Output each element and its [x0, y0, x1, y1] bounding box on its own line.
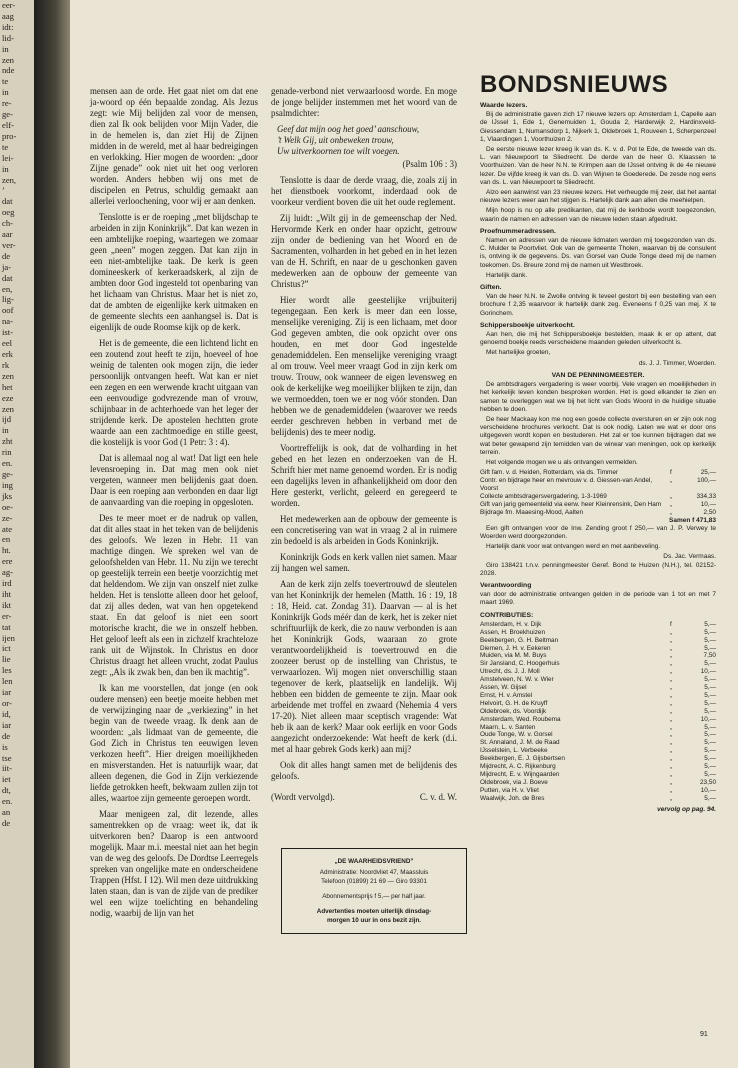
adjacent-text-fragment: dt, — [2, 785, 11, 796]
ledger-amount: 5,— — [704, 676, 716, 684]
treasurer-ledger — [480, 469, 716, 516]
ledger-row — [480, 700, 716, 708]
currency-sign: f — [670, 469, 672, 477]
ledger-label: Beekbergen, G. H. Beltman — [480, 636, 559, 644]
adjacent-text-fragment: ge- — [2, 109, 13, 120]
ledger-row — [480, 771, 716, 779]
adjacent-text-fragment: ikt — [2, 599, 12, 610]
article-column-1 — [90, 86, 258, 924]
adjacent-text-fragment: oe- — [2, 501, 13, 512]
verse-reference: (Psalm 106 : 3) — [402, 159, 457, 169]
adjacent-text-fragment: ver- — [2, 239, 16, 250]
total-amount: f 471,83 — [692, 516, 716, 524]
signature: Ds. Jac. Vermaas. — [663, 553, 716, 561]
ledger-label: Gift van jarig gemeentelid via eerw. heer Kleinrensink, Den Ham — [480, 500, 662, 508]
paragraph: Van de heer N.N. te Zwolle ontving ik teveel gestort bij een bestelling van een brochure f 2,35 waarvoor ik hartelijk dank zeg. Eveneens f 0,25 van mej. X te Gorinchem. — [480, 293, 716, 317]
adjacent-text-fragment: re- — [2, 98, 12, 109]
administration-address: Administratie: Noordvliet 47, Maassluis — [319, 869, 429, 876]
ledger-row — [480, 676, 716, 684]
currency-sign: „ — [670, 644, 673, 652]
adjacent-text-fragment: elf- — [2, 119, 14, 130]
paragraph: Tenslotte is er de roeping „met blijdschap te arbeiden in zijn Koninkrijk”. Dat kan wezen in een ambtelijke roeping, waartegen we zomaar geen „neen” mogen zeggen. Dat kan zijn in een niet-ambtelijke taak. De kerk is geen domineeskerk of kerkeraadskerk, al zijn de ambten door God ingesteld tot openbaring van het lichaam van Christus. Maar het is niet zo, dat de ambten de eigenlijke kerk uitmaken en de gemeente slechts een aanhangsel is. Dat is eigenlijk de oude Roomse kijk op de kerk. — [90, 212, 258, 332]
ledger-amount: 25,— — [700, 469, 716, 477]
ledger-amount: 5,— — [704, 731, 716, 739]
verse-line: Geef dat mijn oog het goed’ aanschouw, — [277, 124, 420, 134]
ledger-amount: 5,— — [704, 755, 716, 763]
currency-sign: „ — [670, 691, 673, 699]
total-row — [480, 517, 716, 525]
advertising-deadline-2: morgen 10 uur in ons bezit zijn. — [326, 917, 422, 924]
ledger-label: Ernst, H. v. Amstel — [480, 691, 533, 699]
paragraph: Mijn hoop is nu op alle predikanten, dat mij de kerkbode wordt toegezonden, waarin de namen en adressen van de nieuwe leden staan afgedrukt. — [480, 207, 716, 223]
paragraph: van door de administratie ontvangen gelden in de periode van 1 tot en met 7 maart 1969. — [480, 591, 716, 607]
currency-sign: „ — [670, 731, 673, 739]
ledger-row — [480, 652, 716, 660]
currency-sign: „ — [670, 707, 673, 715]
paragraph: Met hartelijke groeten, — [486, 349, 551, 357]
ledger-row — [480, 716, 716, 724]
ledger-amount: 23,50 — [700, 778, 716, 786]
adjacent-text-fragment: eer- — [2, 0, 16, 10]
subheading: Proefnummeradressen. — [480, 227, 556, 235]
adjacent-text-fragment: ch- — [2, 218, 13, 229]
adjacent-text-fragment: in — [2, 163, 9, 174]
paragraph: Ook dit alles hangt samen met de belijdenis des geloofs. — [271, 760, 457, 781]
ledger-amount: 5,— — [704, 707, 716, 715]
ledger-amount: 10,— — [700, 500, 716, 508]
adjacent-text-fragment: tat — [2, 621, 11, 632]
currency-sign: „ — [670, 786, 673, 794]
advertising-deadline: Advertenties moeten uiterlijk dinsdag- — [316, 908, 432, 915]
adjacent-text-fragment: lig- — [2, 294, 14, 305]
subheading: Giften. — [480, 284, 502, 292]
page-number: 91 — [700, 1031, 708, 1038]
adjacent-text-fragment: aag — [2, 10, 14, 21]
ledger-amount: 7,50 — [703, 652, 716, 660]
paragraph: Namen en adressen van de nieuwe lidmaten werden mij toegezonden van ds. C. Mulder te Poortvliet. Ook van de gemeente Tholen, waarvan bij de consulent is, ontving ik de gegevens. Ds. van Gorsel van Oude Tonge deed mij de namen toekomen. Ds. Breure zond mij de namen uit Westbroek. — [480, 237, 716, 269]
ledger-row — [480, 509, 716, 517]
ledger-row — [480, 739, 716, 747]
paragraph: De eerste nieuwe lezer kreeg ik van ds. K. v. d. Pol te Ede, de tweede van ds. L. van Nieuwpoort te Sliedrecht. De derde van de heer G. Klaassen te Voorthuizen. Van de heer N.N. te Krimpen aan de IJssel ontving ik de 4e nieuwe lezer. De vijfde kreeg ik van ds. D. van Wijnen te Goederede. De zesde nog eens van ds. L. van Nieuwpoort te Sliedrecht. — [480, 146, 716, 186]
paragraph: De heer Mackaay kon me nog een goede collecte oversturen en er zijn ook nog verscheidene brochures verkocht. Dat is ook nodig. Laten we wat er door ons uitgegeven wordt kopen en bestuderen. Het zal er toe kunnen bijdragen dat we wat beter gewapend zijn temidden van de wirwar van meningen, ook op kerkelijk terrein. — [480, 415, 716, 456]
ledger-amount: 5,— — [704, 739, 716, 747]
ledger-label: Amsterdam, Wed. Roubema — [480, 715, 561, 723]
adjacent-text-fragment: oof — [2, 305, 14, 316]
ledger-label: Waalwijk, Joh. de Bres — [480, 794, 545, 802]
ledger-amount: 5,— — [704, 628, 716, 636]
adjacent-text-fragment: eel — [2, 338, 13, 349]
ledger-amount: 5,— — [704, 723, 716, 731]
ledger-label: Collecte ambtsdragersvergadering, 1-3-1969 — [480, 492, 607, 500]
adjacent-text-fragment: ict — [2, 643, 11, 654]
adjacent-text-fragment: ird — [2, 578, 12, 589]
paragraph: Aan hen, die mij het Schippersboekje bestelden, maak ik er op attent, dat genoemd boekje reeds verscheidene maanden geleden uitverkocht is. — [480, 331, 716, 347]
bondsnieuws-column — [480, 72, 716, 814]
paragraph: Het volgende mogen we u als ontvangen vermelden. — [486, 458, 638, 466]
adjacent-text-fragment: ja- — [2, 261, 12, 272]
currency-sign: „ — [670, 739, 673, 747]
adjacent-text-fragment: lie — [2, 654, 11, 665]
paragraph: Bij de administratie gaven zich 17 nieuwe lezers op: Amsterdam 1, Capelle aan de IJssel 1, Ede 1, Genemuiden 1, Gouda 2, Harderwijk 2, Hardinxveld-Giessendam 1, Numansdorp 1, Nijkerk 1, Oldebroek 1, Rouveen 1, Scherpenzeel 1, Vlaardingen 1, Voorthuizen 2. — [480, 111, 716, 143]
subheading: Schippersboekje uitverkocht. — [480, 321, 575, 329]
publication-info-box — [281, 848, 467, 934]
paragraph: Aan de kerk zijn zelfs toevertrouwd de sleutelen van het Koninkrijk der hemelen (Matth. 16 : 19, 18 : 18, Heid. cat. Zondag 31). Daarvan — al is het Koninkrijk Gods méér dan de kerk, het is zeker niet schriftuurlijk de kerk, die zo nauw verbonden is aan het Koninkrijk Gods, waaraan zo grote verantwoordelijkheid is toevertrouwd en die zoozeer berust op de instelling van Christus, te verwaarlozen. Wij mogen niet onverschillig staan tegenover de kerk, plaatselijk en landelijk. Wij hebben een bidden de gemeente te zijn. Maar ook arbeidende met troffel en zwaard (Nehemia 4 vers 17-20). Niet alleen maar sceptisch vragende: Wat heb ik aan de kerk? Maar ook eerlijk en voor Gods aangezicht onderzoekende: Wat heeft de kerk (d.i. met al haar gebrek Gods kerk) aan mij? — [271, 579, 457, 754]
ledger-row — [480, 779, 716, 787]
ledger-label: Amstelveen, N. W. v. Wier — [480, 676, 554, 684]
ledger-row — [480, 731, 716, 739]
adjacent-text-fragment: zen — [2, 370, 14, 381]
currency-sign: „ — [670, 755, 673, 763]
ledger-amount: 5,— — [704, 636, 716, 644]
paragraph: Hartelijk dank. — [486, 271, 528, 279]
ledger-amount: 5,— — [704, 691, 716, 699]
currency-sign: „ — [670, 636, 673, 644]
currency-sign: „ — [670, 500, 673, 508]
adjacent-text-fragment: na- — [2, 316, 13, 327]
adjacent-text-fragment: id, — [2, 708, 11, 719]
adjacent-text-fragment: en. — [2, 796, 13, 807]
adjacent-text-fragment: de — [2, 817, 11, 828]
currency-sign: „ — [670, 477, 673, 485]
ledger-label: Gift fam. v. d. Heiden, Rotterdam, via ds. Timmer — [480, 469, 619, 477]
paragraph: Maar menigeen zal, dit lezende, alles samentrekken op de vraag: weet ik, dat ik uitverkoren ben? Daarop is een antwoord mogelijk. Maar m.i. meestal niet aan het begin van de weg des geloofs. De Dordtse Leerregels spreken van ongelijke mate en onderscheidene Trappen (Hfst. I 12). Wil men deze uitdrukking laten staan, dan is van de zijde van de prediker wel een wijze toelichting en behandeling nodig, waarbij de lijn van het — [90, 809, 258, 918]
adjacent-text-fragment: dat — [2, 272, 13, 283]
paragraph: De ambtsdragers vergadering is weer voorbij. Vele vragen en moeilijkheden in het kerkelijk leven konden besproken worden. Het is goed elkander te zien en samen te overleggen wat we bij het licht van Gods Woord in de huidige situatie hebben te doen. — [480, 381, 716, 413]
ledger-row — [480, 763, 716, 771]
adjacent-text-fragment: zht — [2, 436, 13, 447]
adjacent-text-fragment: iar — [2, 687, 12, 698]
ledger-amount: 5,— — [704, 747, 716, 755]
paragraph: Het is de gemeente, die een lichtend licht en een zoutend zout heeft te zijn, hoeveel of hoe weinig de talenten ook mogen zijn, die ieder persoonlijk ontvangen heeft. Wat kan er niet een zegen en een werwende kracht uitgaan van een eenvoudige godvrezende man of vrouw, schijnbaar in de achterhoede van het leger der strijdende kerk. De apostelen hechtten grote waarde aan een zachtmoedige en stille geest, die kostelijk is voor God (1 Petr: 3 : 4). — [90, 338, 258, 447]
currency-sign: „ — [670, 628, 673, 636]
book-gutter — [34, 0, 70, 1068]
signature: ds. J. J. Timmer, Woerden. — [638, 359, 716, 367]
ledger-label: Mijdrecht, E. v. Wijngaarden — [480, 771, 560, 779]
telephone-giro: Telefoon (01899) 21 69 — Giro 93301 — [321, 878, 427, 885]
paragraph: Zij luidt: „Wilt gij in de gemeenschap der Ned. Hervormde Kerk en onder haar opzicht, getrouw zijn onder de bediening van het Woord en de Sacramenten, volharden in het gebed en in het lezen van de H. Schrift, en naar de u geschonken gaven medewerken aan de opbouw der gemeente van Christus?” — [271, 213, 457, 289]
adjacent-text-fragment: erk — [2, 349, 13, 359]
ledger-label: Amsterdam, H. v. Dijk — [480, 620, 542, 628]
adjacent-text-fragment: zen — [2, 403, 14, 414]
adjacent-text-fragment: len — [2, 676, 13, 687]
subheading: CONTRIBUTIES: — [480, 611, 534, 619]
adjacent-text-fragment: en, — [2, 283, 13, 294]
paragraph: Alzo een aanwinst van 23 nieuwe lezers. Het verheugde mij zeer, dat het aantal nieuwe lezers weer aan het stijgen is. Hartelijk dank aan allen die meehielpen. — [480, 189, 716, 205]
ledger-amount: 2,50 — [703, 508, 716, 516]
continued-note: (Wordt vervolgd). — [271, 792, 335, 802]
adjacent-text-fragment: en — [2, 534, 11, 545]
adjacent-text-fragment: is — [2, 741, 8, 752]
currency-sign: f — [670, 620, 672, 628]
adjacent-text-fragment: lei- — [2, 152, 14, 163]
author-initials: C. v. d. W. — [419, 792, 457, 802]
ledger-row — [480, 755, 716, 763]
adjacent-text-fragment: or- — [2, 698, 12, 708]
adjacent-text-fragment: iht — [2, 588, 12, 599]
ledger-label: Putten, via H. v. Vliet — [480, 786, 539, 794]
contributions-ledger — [480, 621, 716, 803]
ledger-label: Sir Jansland, C. Hoogerhuis — [480, 660, 560, 668]
currency-sign: „ — [670, 747, 673, 755]
ledger-amount: 5,— — [704, 684, 716, 692]
adjacent-text-fragment: de — [2, 730, 11, 741]
paragraph: genade-verbond niet verwaarloosd worde. En moge de jonge belijder instemmen met het woord van de psalmdichter: — [271, 86, 457, 118]
paragraph: mensen aan de orde. Het gaat niet om dat ene ja-woord op één bepaalde zondag. Als Jezus zegt: wie Mij belijden zal voor de mensen, dien zal Ik ook belijden voor Mijn Vader, die in de hemelen is, dan ziet Hij de Zijnen midden in de wereld, met al haar bedreigingen en verlokking. Hier mogen de woorden: „door Zijne genade” ook niet uit het oog verloren worden. Anders hebben wij ons met de discipelen en Petrus, schuldig gemaakt aan allerlei verloochening, voor wij er aan denken. — [90, 86, 258, 206]
ledger-label: Mijdrecht, A. C. Rijkenburg — [480, 763, 556, 771]
ledger-row — [480, 477, 716, 493]
subscription-price: Abonnementsprijs f 5,— per half jaar. — [322, 893, 426, 900]
ledger-label: Contr. en bijdrage heer en mevrouw v. d. Giessen-van Andel, Voorst — [480, 477, 653, 492]
ledger-label: Maarn, L. v. Santen — [480, 723, 536, 731]
currency-sign: „ — [670, 668, 673, 676]
ledger-amount: 5,— — [704, 644, 716, 652]
adjacent-text-fragment: het — [2, 381, 13, 392]
currency-sign: „ — [670, 676, 673, 684]
adjacent-text-fragment: jks — [2, 490, 13, 501]
currency-sign: „ — [670, 778, 673, 786]
adjacent-text-fragment: oeg — [2, 207, 15, 218]
adjacent-text-fragment: nde — [2, 65, 15, 76]
ledger-row — [480, 692, 716, 700]
ledger-label: Assen, W. Gijsel — [480, 684, 527, 692]
currency-sign: „ — [670, 684, 673, 692]
ledger-row — [480, 469, 716, 477]
adjacent-text-fragment: te — [2, 76, 9, 87]
ledger-amount: 334,33 — [696, 492, 716, 500]
adjacent-text-fragment: er- — [2, 610, 12, 621]
adjacent-text-fragment: iar — [2, 719, 12, 730]
ledger-label: Helvoirt, G. H. de Kruyff — [480, 699, 548, 707]
ledger-label: Oldebroek, via J. Boeve — [480, 778, 548, 786]
adjacent-text-fragment: ht. — [2, 545, 11, 556]
ledger-amount: 5,— — [704, 699, 716, 707]
adjacent-text-fragment: ze- — [2, 512, 13, 523]
ledger-label: Diemen, J. H. v. Eekeren — [480, 644, 551, 652]
ledger-row — [480, 493, 716, 501]
adjacent-text-fragment: ag- — [2, 567, 13, 578]
paragraph: Dat is allemaal nog al wat! Dat ligt een hele levensroeping in. Dat mag men ook niet vergeten, wanneer men belijdenis gaat doen. Daar is een roeping aan verbonden en daar ligt de aanvaarding van die roeping in opgesloten. — [90, 453, 258, 507]
ledger-row — [480, 637, 716, 645]
publication-title: „DE WAARHEIDSVRIEND” — [334, 858, 414, 865]
ledger-row — [480, 684, 716, 692]
paragraph: Tenslotte is daar de derde vraag, die, zoals zij in het dienstboek voorkomt, inderdaad ook de voorkeur verdient boven die uit het oude reglement. — [271, 175, 457, 207]
adjacent-text-fragment: les — [2, 665, 12, 676]
adjacent-text-fragment: ge- — [2, 468, 13, 479]
subheading: VAN DE PENNINGMEESTER. — [551, 371, 645, 379]
adjacent-text-fragment: in — [2, 43, 9, 54]
adjacent-text-fragment: iit- — [2, 763, 13, 774]
adjacent-page-strip — [0, 0, 34, 1068]
paragraph: Het medewerken aan de opbouw der gemeente is een concretisering van wat in vraag 2 al in ruimere zin bedoeld is als arbeiden in Gods Koninkrijk. — [271, 514, 457, 546]
continued-on-page: vervolg op pag. 94. — [657, 805, 716, 813]
ledger-label: Muiden, via M. M. Buys — [480, 652, 547, 660]
ledger-amount: 10,— — [700, 715, 716, 723]
ledger-row — [480, 795, 716, 803]
ledger-row — [480, 501, 716, 509]
subheading: Waarde lezers. — [480, 102, 528, 109]
adjacent-text-fragment: ist- — [2, 327, 13, 338]
ledger-amount: 5,— — [704, 771, 716, 779]
ledger-row — [480, 660, 716, 668]
ledger-row — [480, 629, 716, 637]
adjacent-text-fragment: zen — [2, 54, 14, 65]
ledger-amount: 5,— — [704, 660, 716, 668]
ledger-label: Assen, H. Broekhuizen — [480, 628, 546, 636]
verse-line: ’t Welk Gij, uit onbeweken trouw, — [277, 135, 394, 145]
ledger-row — [480, 724, 716, 732]
adjacent-text-fragment: dat — [2, 196, 13, 207]
ledger-amount: 10,— — [700, 786, 716, 794]
ledger-label: Utrecht, ds. J. J. Moll — [480, 668, 540, 676]
currency-sign: „ — [670, 652, 673, 660]
ledger-amount: 10,— — [700, 668, 716, 676]
total-label: Samen — [669, 516, 691, 524]
adjacent-text-fragment: rin — [2, 447, 12, 458]
paragraph: Des te meer moet er de nadruk op vallen, dat dit alles staat in het teken van de belijdenis des geloofs. We lezen in Hebr. 11 van machtige dingen. We spreken wel van de geloofshelden van Hebr. 11. Nu zijn we terecht op geestelijk terrein een beetje voorzichtig met dat heldendom. We zijn van onszelf niet zulke helden. Het is tenslotte alleen door het geloof, dat zij alles deden, wat van hen opgetekend staat. En dat geloof is niet een soort motorische kracht, die we in onszelf hebben. Het geloof leeft als een in zichzelf krachteloze rank uit de Wijnstok. In Christus en door Christus draagt het alleen vrucht, zodat Paulus zegt: „Als ik zwak ben, dan ben ik machtig”. — [90, 513, 258, 677]
giro-info: Giro 138421 t.n.v. penningmeester Geref. Bond te Huizen (N.H.), tel. 02152-2028. — [480, 561, 716, 577]
adjacent-text-fragment: iet — [2, 774, 11, 785]
adjacent-text-fragment: ijen — [2, 632, 15, 643]
adjacent-text-fragment: in — [2, 87, 9, 98]
paragraph: Hartelijk dank voor wat ontvangen werd en met aanbeveling. — [486, 543, 661, 551]
adjacent-text-fragment: en. — [2, 458, 13, 469]
ledger-label: Oude Tonge, W. v. Gorsel — [480, 731, 553, 739]
adjacent-text-fragment: tse — [2, 752, 12, 763]
article-signoff — [271, 792, 457, 803]
currency-sign: „ — [670, 660, 673, 668]
ledger-row — [480, 668, 716, 676]
paragraph: Hier wordt alle geestelijke vrijbuiterij tegengegaan. Een kerk is meer dan een losse, menselijke vereniging. Zij is een lichaam, met door God gegeven ambten, die ook opzicht over ons houden, en met door God ingestelde genademiddelen. Een menselijke vereniging vraagt al om trouw. Veel meer vraagt God in zijn kerk om trouw. Trouw, ook wanneer de eigen levensweg en ook de kerkelijke weg moeilijker blijken te zijn, dan we vermoedden, toen we er nog vóór stonden. Dan hebben we de genademiddelen (waarover we reeds eerder geschreven hebben in verband met de belijdenis) des te meer nodig. — [271, 295, 457, 437]
adjacent-text-fragment: ijd — [2, 414, 12, 425]
article-column-2 — [271, 86, 457, 803]
ledger-amount: 5,— — [704, 620, 716, 628]
ledger-row — [480, 708, 716, 716]
adjacent-text-fragment: in — [2, 425, 9, 436]
ledger-label: Bijdrage fm. Maaesing-Mood, Aalten — [480, 508, 584, 516]
currency-sign: „ — [670, 723, 673, 731]
adjacent-text-fragment: idt: — [2, 21, 14, 32]
adjacent-text-fragment: ’ — [2, 185, 5, 196]
adjacent-text-fragment: ere — [2, 556, 13, 567]
adjacent-text-fragment: ate — [2, 523, 13, 534]
currency-sign: „ — [670, 508, 673, 516]
verse-line: Uw uitverkoornen toe wilt voegen. — [277, 146, 400, 156]
ledger-amount: 5,— — [704, 794, 716, 802]
currency-sign: „ — [670, 763, 673, 771]
ledger-amount: 100,— — [697, 477, 716, 485]
psalm-verse — [277, 124, 457, 157]
adjacent-text-fragment: eze — [2, 392, 14, 403]
ledger-row — [480, 787, 716, 795]
ledger-label: St. Annaland, J. M. de Raad — [480, 739, 560, 747]
ledger-row — [480, 645, 716, 653]
adjacent-text-fragment: zen, — [2, 174, 17, 185]
adjacent-text-fragment: ing — [2, 479, 13, 490]
adjacent-text-fragment: rk — [2, 359, 10, 370]
adjacent-text-fragment: aar — [2, 229, 13, 240]
ledger-label: Beekbergen, E. J. Gijsbertsen — [480, 755, 565, 763]
ledger-label: IJsselstein, L. Verbeeke — [480, 747, 548, 755]
adjacent-text-fragment: pro- — [2, 130, 17, 141]
paragraph: Koninkrijk Gods en kerk vallen niet samen. Maar zij hangen wel samen. — [271, 552, 457, 573]
section-title: BONDSNIEUWS — [480, 71, 669, 98]
currency-sign: „ — [670, 492, 673, 500]
adjacent-text-fragment: de — [2, 250, 11, 261]
adjacent-text-fragment: te — [2, 141, 9, 152]
paragraph: Een gift ontvangen voor de Inw. Zending groot f 250,— van J. P. Verwey te Woerden werd doorgezonden. — [480, 524, 716, 540]
currency-sign: „ — [670, 794, 673, 802]
paragraph: Voortreffelijk is ook, dat de volharding in het gebed en het lezen en onderzoeken van de H. Schrift hier met name genoemd worden. Er is nodig een dagelijks leven in afhankelijkheid om door den Here gesterkt, verlicht, geleerd en geregeerd te worden. — [271, 443, 457, 508]
paragraph: Ik kan me voorstellen, dat jonge (en ook oudere mensen) een beetje moeite hebben met de verwijzinging naar de „verkiezing” in het begin van de tweede vraag. Ik denk aan de woorden: „als lidmaat van de gemeente, die God Zich in Christus ten eeuwigen leven verkozen heeft”. Hier dreigen moeilijkheden en misverstanden. Het is natuurlijk waar, dat alleen degenen, die God in Zijn verkiezende liefde getrokken heeft, bekwaam zullen zijn tot alles, waartoe zijn gemeente geroepen wordt. — [90, 683, 258, 803]
ledger-row — [480, 621, 716, 629]
adjacent-text-fragment: lid- — [2, 32, 14, 43]
subheading: Verantwoording — [480, 581, 532, 589]
currency-sign: „ — [670, 715, 673, 723]
ledger-label: Oldebroek, ds. Voordijk — [480, 707, 547, 715]
ledger-row — [480, 747, 716, 755]
currency-sign: „ — [670, 699, 673, 707]
adjacent-text-fragment: an — [2, 807, 11, 818]
ledger-amount: 5,— — [704, 763, 716, 771]
currency-sign: „ — [670, 771, 673, 779]
